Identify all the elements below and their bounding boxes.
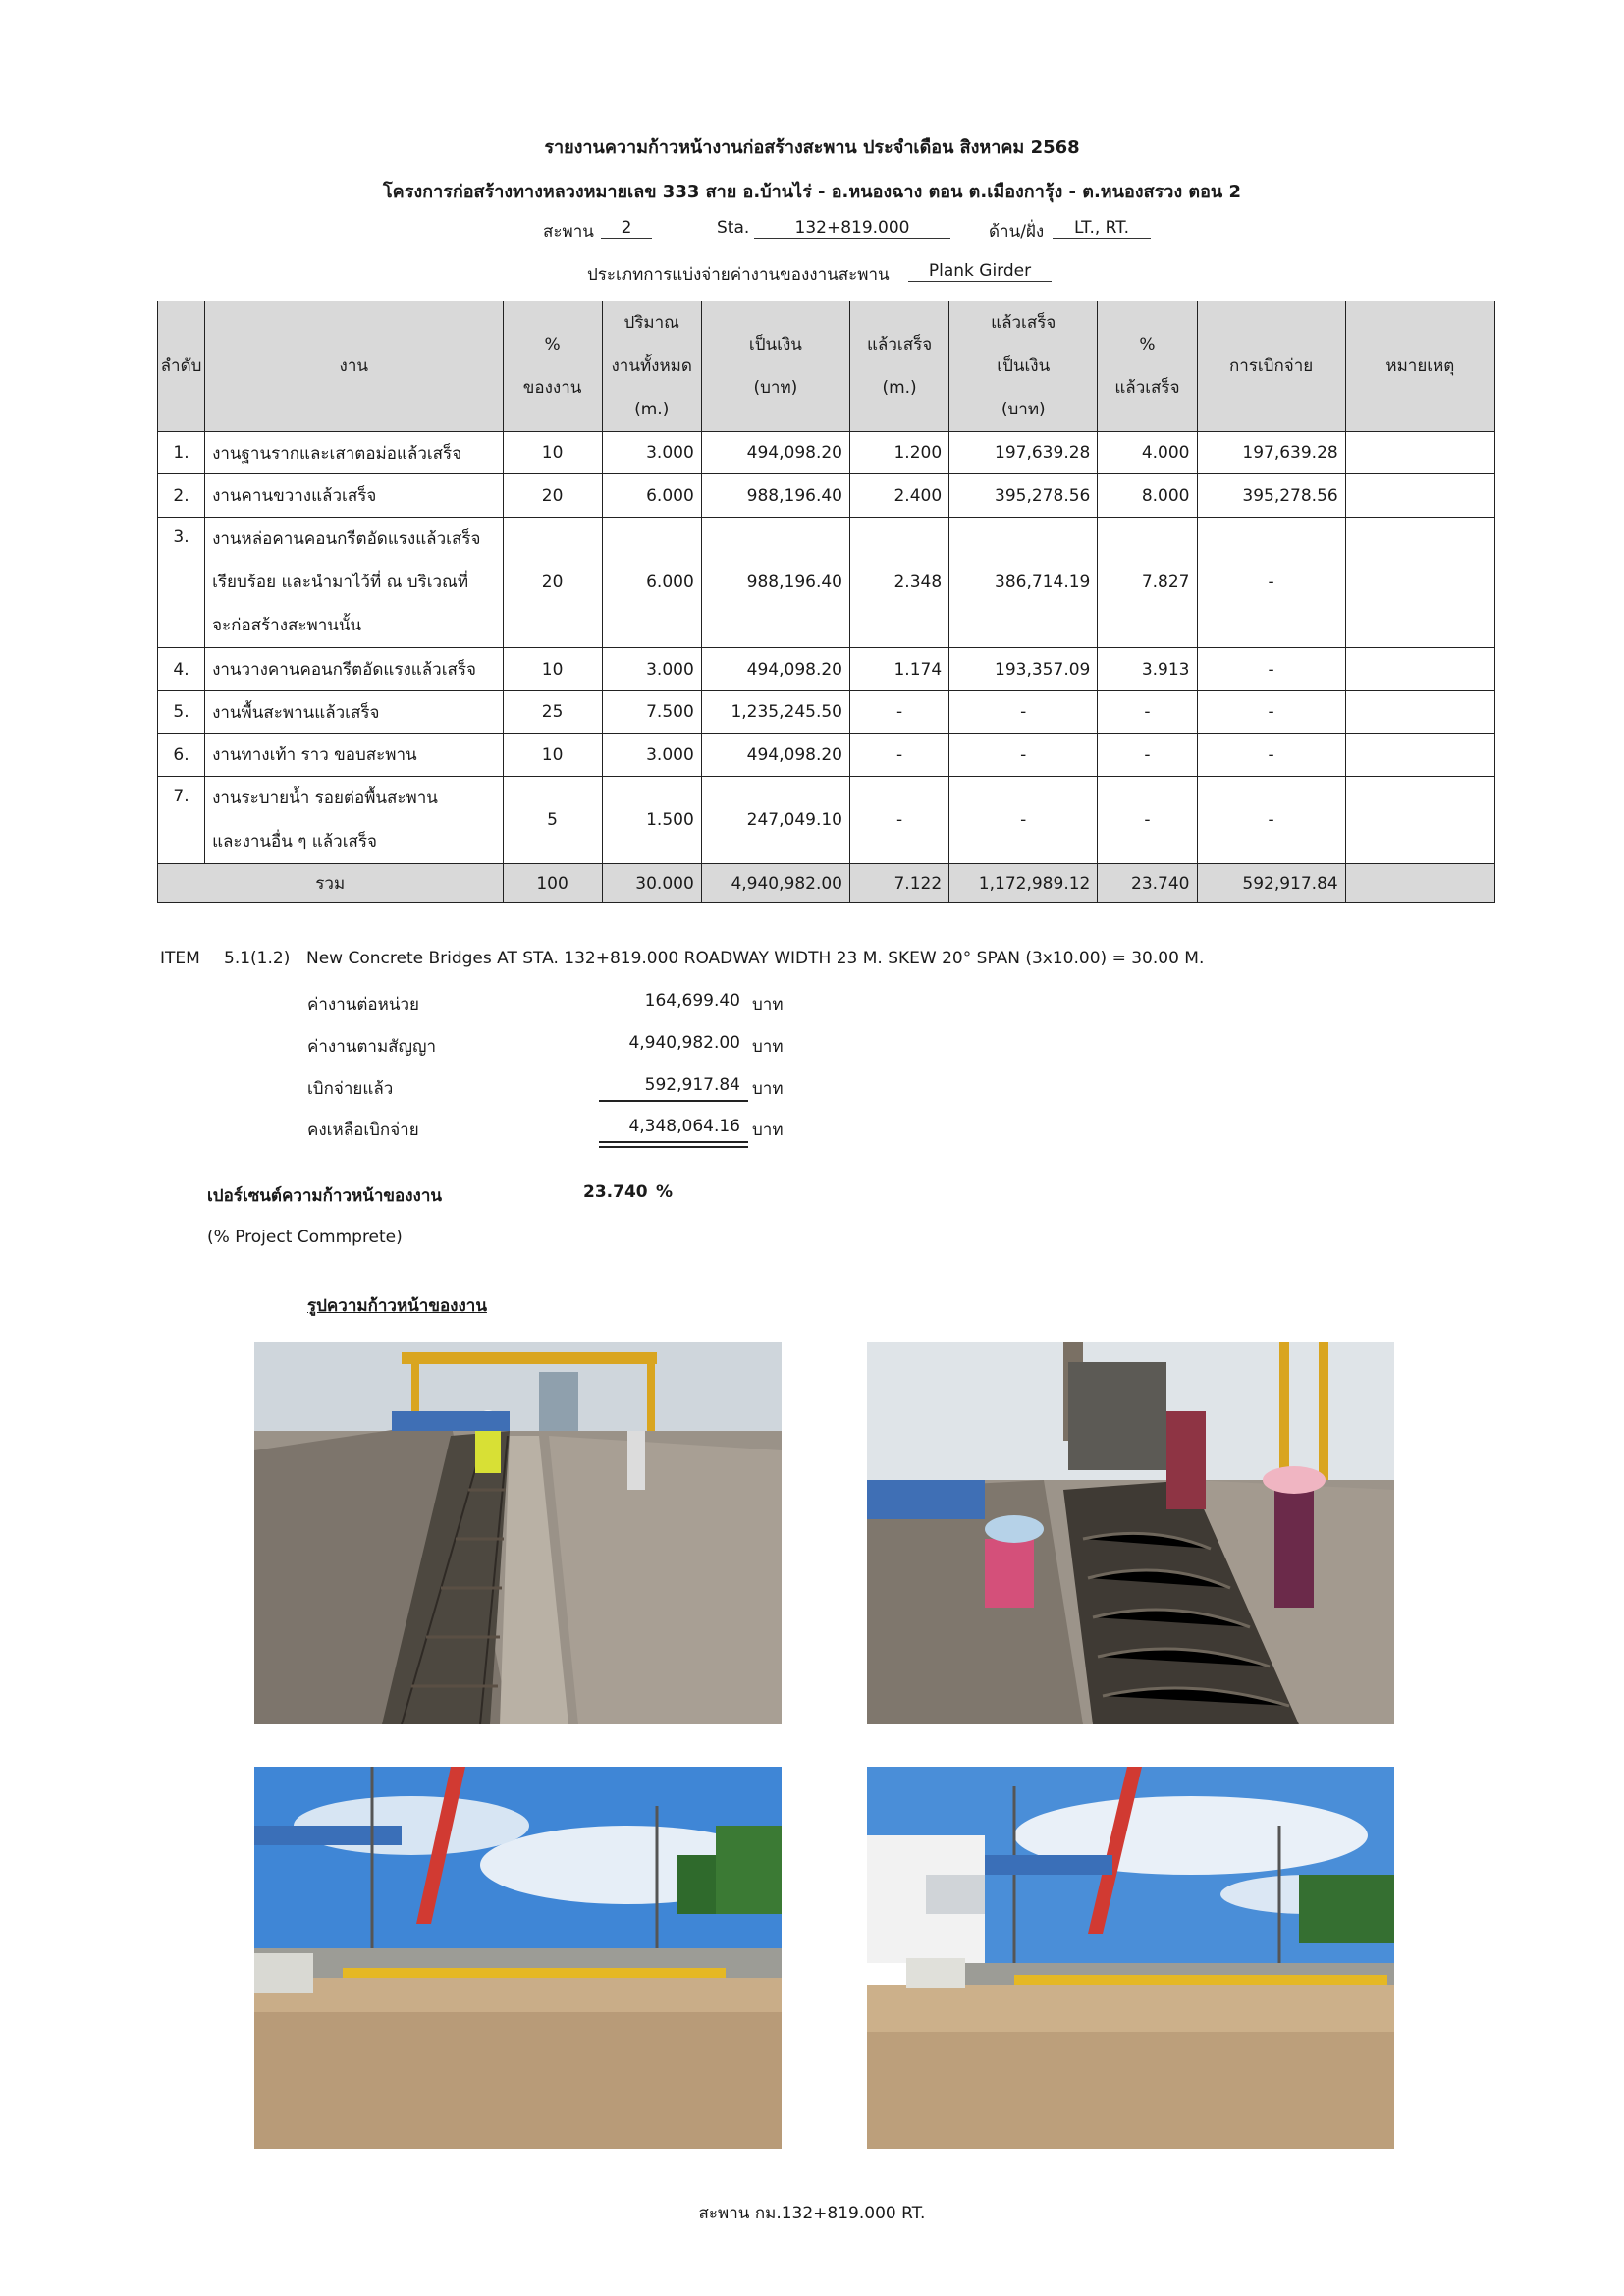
table-row [158,734,1495,777]
row-no: 6. [158,734,205,777]
row-done-pct: - [1098,777,1197,864]
table-row [158,648,1495,691]
row-no: 7. [158,777,205,864]
row-done-amount: 197,639.28 [949,432,1098,474]
row-remark [1345,648,1494,691]
row-no: 4. [158,648,205,691]
row-done: 2.400 [850,474,949,518]
row-done-pct: 4.000 [1098,432,1197,474]
row-remark [1345,777,1494,864]
row-done-amount: - [949,777,1098,864]
row-paid: 395,278.56 [1197,474,1345,518]
row-done-amount: 395,278.56 [949,474,1098,518]
row-amount: 1,235,245.50 [701,691,849,734]
row-done-pct: 3.913 [1098,648,1197,691]
table-total-row [158,864,1495,903]
row-qty: 6.000 [602,518,701,648]
row-paid: - [1197,691,1345,734]
summary-remaining-value: 4,348,064.16 [628,1117,740,1136]
item-label: ITEM [160,949,200,968]
row-amount: 247,049.10 [701,777,849,864]
row-done-pct: - [1098,691,1197,734]
row-amount: 494,098.20 [701,648,849,691]
project-title: โครงการก่อสร้างทางหลวงหมายเลข 333 สาย อ.บ้านไร่ - อ.หนองฉาง ตอน ต.เมืองการุ้ง - ต.หนองสรวง ตอน 2 [383,182,1241,202]
row-done-pct: 7.827 [1098,518,1197,648]
table-row [158,432,1495,474]
side-label: ด้าน/ฝั่ง [989,222,1045,242]
row-pct: 20 [503,474,602,518]
header-done-pct: % แล้วเสร็จ [1098,301,1197,432]
progress-value: 23.740 [583,1182,648,1202]
summary-paid-unit: บาท [752,1079,784,1099]
row-qty: 3.000 [602,648,701,691]
table-row [158,777,1495,864]
row-paid: - [1197,734,1345,777]
row-amount: 988,196.40 [701,518,849,648]
summary-unit-price-label: ค่างานต่อหน่วย [307,995,419,1014]
summary-paid-label: เบิกจ่ายแล้ว [307,1079,394,1099]
row-amount: 494,098.20 [701,432,849,474]
row-paid: - [1197,777,1345,864]
row-work: งานวางคานคอนกรีตอัดแรงแล้วเสร็จ [205,648,503,691]
row-amount: 988,196.40 [701,474,849,518]
row-no: 5. [158,691,205,734]
photo-concrete-pour [867,1342,1394,1724]
row-done: 1.174 [850,648,949,691]
header-amount: เป็นเงิน (บาท) [701,301,849,432]
row-remark [1345,691,1494,734]
summary-unit-price-value: 164,699.40 [644,991,740,1011]
row-done-amount: 193,357.09 [949,648,1098,691]
row-qty: 3.000 [602,734,701,777]
header-done-amount: แล้วเสร็จ เป็นเงิน (บาท) [949,301,1098,432]
summary-unit-price-unit: บาท [752,995,784,1014]
row-paid: - [1197,518,1345,648]
row-pct: 10 [503,734,602,777]
summary-contract-value: 4,940,982.00 [628,1033,740,1053]
progress-unit: % [656,1182,674,1202]
row-work: งานพื้นสะพานแล้วเสร็จ [205,691,503,734]
progress-table [157,301,1495,903]
row-done: 2.348 [850,518,949,648]
row-work: งานทางเท้า ราว ขอบสะพาน [205,734,503,777]
sta-label: Sta. [717,218,750,238]
summary-double-underline-bottom [599,1146,748,1148]
row-remark [1345,518,1494,648]
header-pct: % ของงาน [503,301,602,432]
summary-contract-label: ค่างานตามสัญญา [307,1037,437,1057]
photo-site-crane-left [254,1767,782,2149]
total-label: รวม [158,864,504,903]
type-label: ประเภทการแบ่งจ่ายค่างานของงานสะพาน [587,265,890,285]
summary-paid-value: 592,917.84 [644,1075,740,1095]
item-description: New Concrete Bridges AT STA. 132+819.000 ROADWAY WIDTH 23 M. SKEW 20° SPAN (3x10.00) = 30.00 M. [306,949,1205,968]
row-qty: 3.000 [602,432,701,474]
summary-remaining-label: คงเหลือเบิกจ่าย [307,1121,419,1140]
sta-value: 132+819.000 [754,218,950,239]
row-no: 2. [158,474,205,518]
table-row [158,474,1495,518]
row-remark [1345,474,1494,518]
row-done-pct: 8.000 [1098,474,1197,518]
table-row [158,518,1495,648]
photo-site-truck-right [867,1767,1394,2149]
row-remark [1345,432,1494,474]
header-remark: หมายเหตุ [1345,301,1494,432]
photo-rebar-cage [254,1342,782,1724]
progress-sub-label: (% Project Commprete) [207,1228,403,1247]
table-row [158,691,1495,734]
row-work: งานฐานรากและเสาตอม่อแล้วเสร็จ [205,432,503,474]
side-value: LT., RT. [1053,218,1151,239]
header-done: แล้วเสร็จ (m.) [850,301,949,432]
row-done: - [850,691,949,734]
header-no: ลำดับ [158,301,205,432]
row-done-amount: - [949,734,1098,777]
row-pct: 25 [503,691,602,734]
row-remark [1345,734,1494,777]
row-amount: 494,098.20 [701,734,849,777]
row-work: งานหล่อคานคอนกรีตอัดแรงแล้วเสร็จ เรียบร้อย และนำมาไว้ที่ ณ บริเวณที่ จะก่อสร้างสะพานนั้น [205,518,503,648]
header-qty: ปริมาณ งานทั้งหมด (m.) [602,301,701,432]
row-done: - [850,777,949,864]
row-done: 1.200 [850,432,949,474]
row-paid: - [1197,648,1345,691]
report-title: รายงานความก้าวหน้างานก่อสร้างสะพาน ประจำเดือน สิงหาคม 2568 [544,137,1080,158]
total-done-amount: 1,172,989.12 [949,864,1098,903]
row-done-amount: - [949,691,1098,734]
item-code: 5.1(1.2) [224,949,291,968]
photos-caption: สะพาน กม.132+819.000 RT. [698,2204,926,2223]
summary-underline [599,1100,748,1102]
summary-remaining-unit: บาท [752,1121,784,1140]
row-qty: 1.500 [602,777,701,864]
row-no: 1. [158,432,205,474]
total-done: 7.122 [850,864,949,903]
row-done-pct: - [1098,734,1197,777]
total-qty: 30.000 [602,864,701,903]
total-done-pct: 23.740 [1098,864,1197,903]
row-work: งานคานขวางแล้วเสร็จ [205,474,503,518]
total-pct: 100 [503,864,602,903]
row-work: งานระบายน้ำ รอยต่อพื้นสะพาน และงานอื่น ๆ แล้วเสร็จ [205,777,503,864]
summary-contract-unit: บาท [752,1037,784,1057]
total-amount: 4,940,982.00 [701,864,849,903]
header-paid: การเบิกจ่าย [1197,301,1345,432]
header-work: งาน [205,301,503,432]
bridge-label: สะพาน [543,222,594,242]
type-value: Plank Girder [908,261,1052,282]
bridge-number: 2 [601,218,652,239]
row-qty: 7.500 [602,691,701,734]
row-paid: 197,639.28 [1197,432,1345,474]
row-pct: 10 [503,432,602,474]
row-pct: 5 [503,777,602,864]
total-paid: 592,917.84 [1197,864,1345,903]
photos-heading: รูปความก้าวหน้าของงาน [307,1296,487,1316]
table-header-row [158,301,1495,432]
row-done: - [850,734,949,777]
row-no: 3. [158,518,205,648]
summary-double-underline-top [599,1141,748,1143]
row-pct: 10 [503,648,602,691]
row-qty: 6.000 [602,474,701,518]
progress-label: เปอร์เซนต์ความก้าวหน้าของงาน [207,1186,442,1206]
row-done-amount: 386,714.19 [949,518,1098,648]
total-remark [1345,864,1494,903]
row-pct: 20 [503,518,602,648]
